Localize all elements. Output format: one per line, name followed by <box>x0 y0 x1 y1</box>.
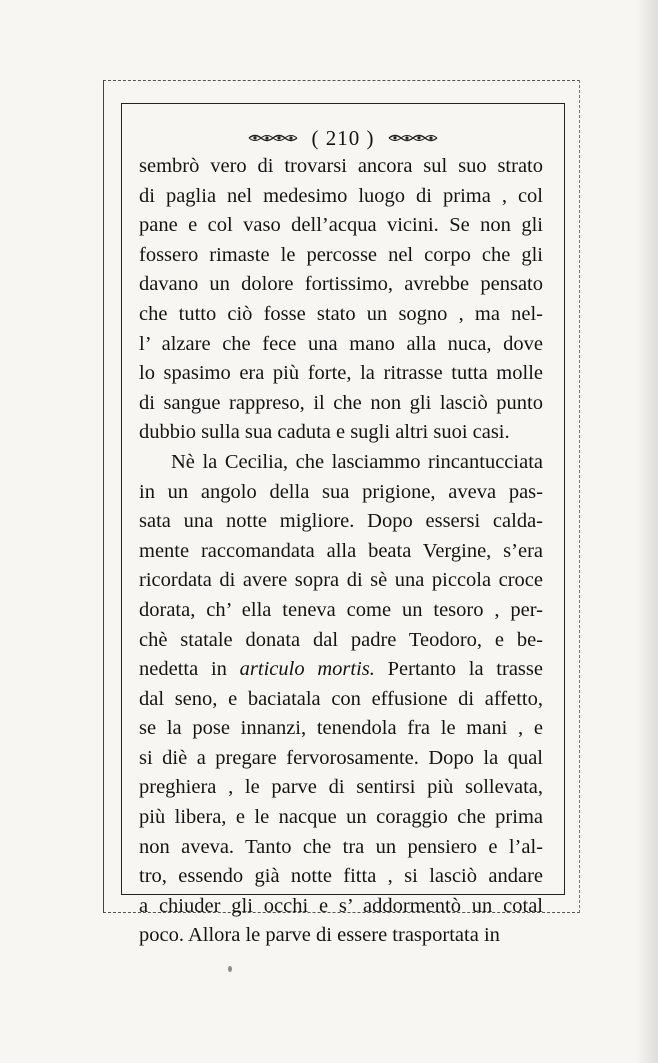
text-line: poco. Allora le parve di essere trasportata in <box>139 924 500 947</box>
text-line: chè statale donata dal padre Teodoro, e be- <box>139 628 543 651</box>
right-fleuron-icon <box>385 133 439 143</box>
body-text <box>139 152 543 951</box>
page-number: ( 210 ) <box>311 126 375 151</box>
text-line: sembrò vero di trovarsi ancora sul suo strato <box>139 155 543 177</box>
text-line: che tutto ciò fosse stato un sogno , ma nel- <box>139 302 543 325</box>
text-line: di paglia nel medesimo luogo di prima , col <box>139 184 543 207</box>
page-edge-shadow <box>636 0 658 1063</box>
left-fleuron-icon <box>247 133 301 143</box>
text-line: dubbio sulla sua caduta e sugli altri suoi casi. <box>139 421 510 444</box>
text-fragment: nedetta in <box>139 658 240 681</box>
text-line: lo spasimo era più forte, la ritrasse tutta molle <box>139 362 543 385</box>
text-line: dal seno, e baciatala con effusione di affetto, <box>139 687 543 710</box>
paper-speck <box>228 966 232 972</box>
text-line: non aveva. Tanto che tra un pensiero e l’al- <box>139 835 543 858</box>
text-line: a chiuder gli occhi e s’ addormentò un cotal <box>139 894 543 917</box>
text-line: preghiera , le parve di sentirsi più sollevata, <box>139 776 543 799</box>
text-line: dorata, ch’ ella teneva come un tesoro , per- <box>139 598 543 621</box>
text-line: Nè la Cecilia, che lasciammo rincantucciata <box>171 450 543 473</box>
text-line: più libera, e le nacque un coraggio che prima <box>139 806 543 829</box>
text-line: l’ alzare che fece una mano alla nuca, dove <box>139 332 543 355</box>
text-line: se la pose innanzi, tenendola fra le mani , e <box>139 717 543 740</box>
text-line: fossero rimaste le percosse nel corpo che gli <box>139 243 543 266</box>
page-header <box>121 124 565 150</box>
text-line: sata una notte migliore. Dopo essersi calda- <box>139 510 543 533</box>
text-line: tro, essendo già notte fitta , si lasciò andare <box>139 865 543 888</box>
text-line: pane e col vaso dell’acqua vicini. Se non gli <box>139 214 543 237</box>
text-line: di sangue rappreso, il che non gli lasciò punto <box>139 391 543 414</box>
text-line: mente raccomandata alla beata Vergine, s’era <box>139 539 543 562</box>
text-line: si diè a pregare fervorosamente. Dopo la qual <box>139 746 543 769</box>
text-line: ricordata di avere sopra di sè una piccola croce <box>139 569 543 592</box>
italic-phrase: articulo mortis. <box>239 658 375 681</box>
text-line: in un angolo della sua prigione, aveva pas- <box>139 480 543 503</box>
text-line-italic <box>139 655 543 685</box>
text-fragment: Pertanto la trasse <box>374 658 543 681</box>
text-line: davano un dolore fortissimo, avrebbe pensato <box>139 273 543 296</box>
